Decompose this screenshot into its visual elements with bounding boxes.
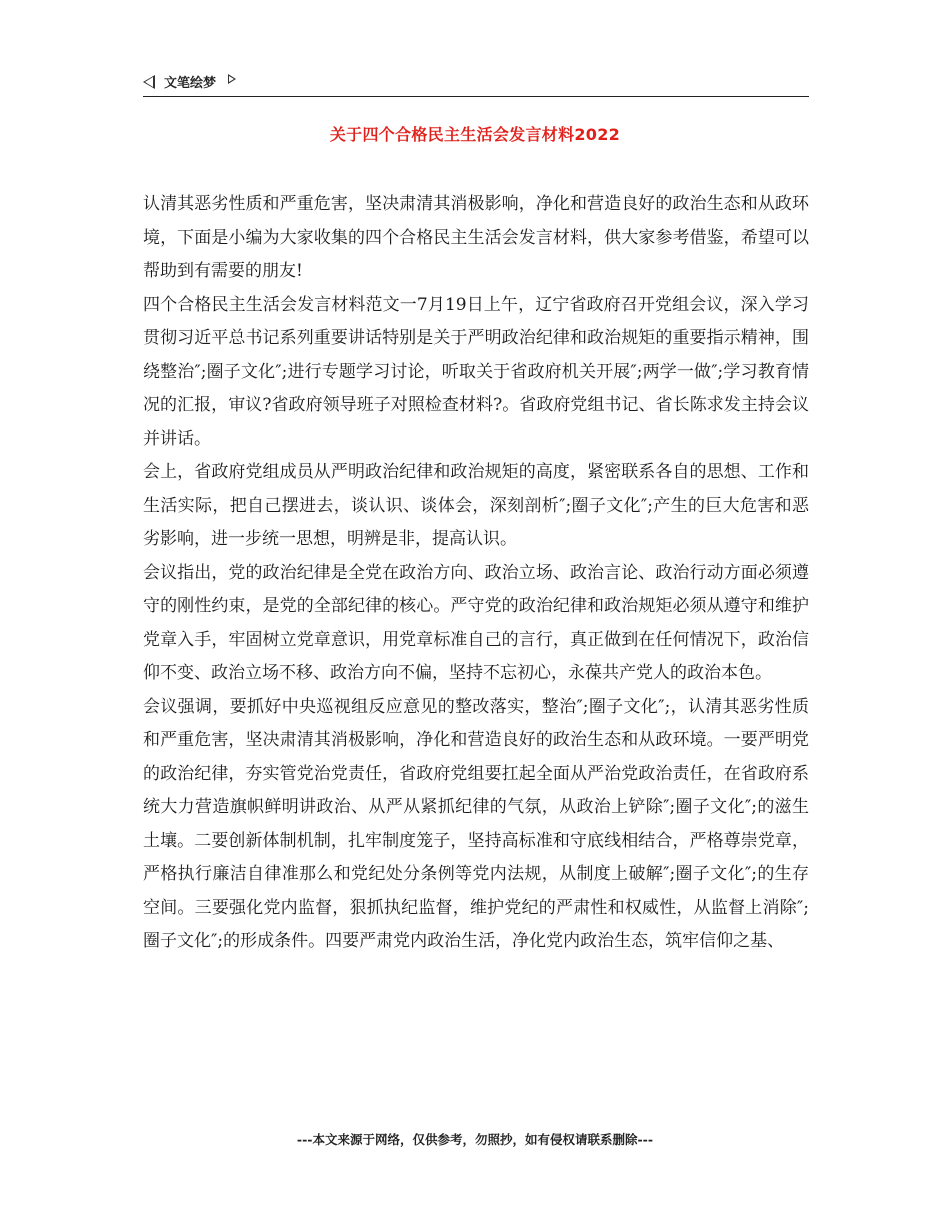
paragraph: 认清其恶劣性质和严重危害，坚决肃清其消极影响，净化和营造良好的政治生态和从政环境，下面是小编为大家收集的四个合格民主生活会发言材料，供大家参考借鉴，希望可以帮助到有需要的朋友! [143,194,809,281]
paragraph: 四个合格民主生活会发言材料范文一7月19日上午，辽宁省政府召开党组会议，深入学习贯彻习近平总书记系列重要讲话特别是关于严明政治纪律和政治规矩的重要指示精神，围绕整治″;圈子文化″;进行专题学习讨论，听取关于省政府机关开展″;两学一做″;学习教育情况的汇报，审议?省政府领导班子对照检查材料?。省政府党组书记、省长陈求发主持会议并讲话。 [143,294,809,449]
paragraph: 会议指出，党的政治纪律是全党在政治方向、政治立场、政治言论、政治行动方面必须遵守的刚性约束，是党的全部纪律的核心。严守党的政治纪律和政治规矩必须从遵守和维护党章入手，牢固树立党章意识，用党章标准自己的言行，真正做到在任何情况下，政治信仰不变、政治立场不移、政治方向不偏，坚持不忘初心，永葆共产党人的政治本色。 [143,562,809,683]
triangle-left-icon [143,75,155,89]
page-header [143,70,809,97]
paragraph: 会议强调，要抓好中央巡视组反应意见的整改落实，整治″;圈子文化″;，认清其恶劣性质和严重危害，坚决肃清其消极影响，净化和营造良好的政治生态和从政环境。一要严明党的政治纪律，夯实管党治党责任，省政府党组要扛起全面从严治党政治责任，在省政府系统大力营造旗帜鲜明讲政治、从严从紧抓纪律的气氛，从政治上铲除″;圈子文化″;的滋生土壤。二要创新体制机制，扎牢制度笼子，坚持高标准和守底线相结合，严格尊崇党章，严格执行廉洁自律准那么和党纪处分条例等党内法规，从制度上破解″;圈子文化″;的生存空间。三要强化党内监督，狠抓执纪监督，维护党纪的严肃性和权威性，从监督上消除″;圈子文化″;的形成条件。四要严肃党内政治生活，净化党内政治生态，筑牢信仰之基、 [143,696,809,951]
paragraph: 会上，省政府党组成员从严明政治纪律和政治规矩的高度，紧密联系各自的思想、工作和生活实际，把自己摆进去，谈认识、谈体会，深刻剖析″;圈子文化″;产生的巨大危害和恶劣影响，进一步统一思想，明辨是非，提高认识。 [143,462,809,549]
triangle-right-icon [228,74,236,84]
page-footer: ---本文来源于网络，仅供参考，勿照抄，如有侵权请联系删除--- [296,1132,654,1147]
brand-label: 文笔绘梦 [164,76,217,91]
document-body [143,188,809,959]
header-brand [143,72,236,91]
document-title: 关于四个合格民主生活会发言材料2022 [329,125,621,144]
